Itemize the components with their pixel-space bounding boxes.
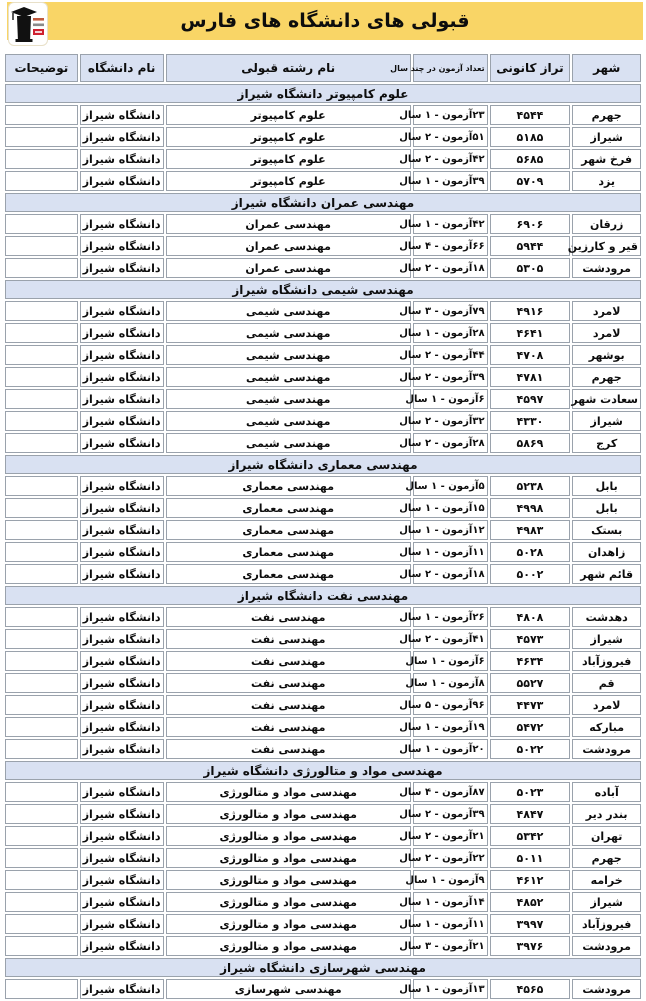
- cell-notes: [5, 520, 78, 540]
- cell-field: مهندسی عمران: [166, 214, 411, 234]
- cell-university: دانشگاه شیراز: [80, 149, 164, 169]
- cell-notes: [5, 301, 78, 321]
- cell-university: دانشگاه شیراز: [80, 258, 164, 278]
- cell-exams: ۲۰آزمون - ۱ سال: [413, 739, 488, 759]
- data-row: [5, 564, 641, 584]
- cell-field: مهندسی نفت: [166, 673, 411, 693]
- cell-city: قیر و کارزین: [572, 236, 641, 256]
- cell-field: مهندسی معماری: [166, 476, 411, 496]
- column-header-city: شهر: [572, 54, 641, 82]
- cell-city: خرامه: [572, 870, 641, 890]
- cell-score: ۵۰۲۸: [490, 542, 571, 562]
- cell-exams: ۶آزمون - ۱ سال: [413, 651, 488, 671]
- cell-exams: ۱۵آزمون - ۱ سال: [413, 498, 488, 518]
- title-banner: [7, 2, 643, 40]
- cell-field: مهندسی نفت: [166, 651, 411, 671]
- cell-university: دانشگاه شیراز: [80, 323, 164, 343]
- cell-city: لامرد: [572, 695, 641, 715]
- data-row: [5, 476, 641, 496]
- data-row: [5, 345, 641, 365]
- cell-field: مهندسی مواد و متالورژی: [166, 870, 411, 890]
- cell-university: دانشگاه شیراز: [80, 914, 164, 934]
- cell-exams: ۴۲آزمون - ۲ سال: [413, 149, 488, 169]
- cell-notes: [5, 542, 78, 562]
- cell-exams: ۸آزمون - ۱ سال: [413, 673, 488, 693]
- cell-university: دانشگاه شیراز: [80, 826, 164, 846]
- cell-score: ۴۹۱۶: [490, 301, 571, 321]
- cell-university: دانشگاه شیراز: [80, 804, 164, 824]
- cell-university: دانشگاه شیراز: [80, 892, 164, 912]
- cell-city: کرج: [572, 433, 641, 453]
- cell-exams: ۱۸آزمون - ۲ سال: [413, 564, 488, 584]
- cell-university: دانشگاه شیراز: [80, 389, 164, 409]
- section-header: مهندسی مواد و متالورژی دانشگاه شیراز: [5, 761, 641, 780]
- cell-notes: [5, 848, 78, 868]
- cell-city: دهدشت: [572, 607, 641, 627]
- cell-city: یزد: [572, 171, 641, 191]
- cell-university: دانشگاه شیراز: [80, 345, 164, 365]
- cell-notes: [5, 498, 78, 518]
- cell-field: مهندسی نفت: [166, 739, 411, 759]
- cell-field: مهندسی معماری: [166, 520, 411, 540]
- cell-university: دانشگاه شیراز: [80, 782, 164, 802]
- kanoon-logo: [9, 3, 47, 45]
- cell-city: بوشهر: [572, 345, 641, 365]
- cell-field: مهندسی نفت: [166, 607, 411, 627]
- cell-notes: [5, 476, 78, 496]
- cell-exams: ۴۱آزمون - ۲ سال: [413, 629, 488, 649]
- cell-university: دانشگاه شیراز: [80, 564, 164, 584]
- cell-score: ۵۸۶۹: [490, 433, 571, 453]
- cell-city: زاهدان: [572, 542, 641, 562]
- cell-field: مهندسی معماری: [166, 542, 411, 562]
- cell-university: دانشگاه شیراز: [80, 127, 164, 147]
- data-row: [5, 936, 641, 956]
- cell-city: زرقان: [572, 214, 641, 234]
- cell-university: دانشگاه شیراز: [80, 542, 164, 562]
- cell-university: دانشگاه شیراز: [80, 367, 164, 387]
- cell-score: ۵۲۳۸: [490, 476, 571, 496]
- column-header-university: نام دانشگاه: [80, 54, 164, 82]
- data-row: [5, 236, 641, 256]
- cell-university: دانشگاه شیراز: [80, 695, 164, 715]
- cell-score: ۴۵۷۳: [490, 629, 571, 649]
- cell-exams: ۲۱آزمون - ۳ سال: [413, 936, 488, 956]
- cell-exams: ۷۹آزمون - ۳ سال: [413, 301, 488, 321]
- cell-score: ۴۷۰۸: [490, 345, 571, 365]
- data-row: [5, 848, 641, 868]
- cell-notes: [5, 105, 78, 125]
- data-row: [5, 892, 641, 912]
- data-row: [5, 127, 641, 147]
- cell-score: ۵۰۰۲: [490, 564, 571, 584]
- cell-exams: ۵آزمون - ۱ سال: [413, 476, 488, 496]
- cell-score: ۵۰۲۲: [490, 739, 571, 759]
- cell-notes: [5, 258, 78, 278]
- cell-score: ۴۵۶۵: [490, 979, 571, 999]
- cell-city: بندر دیر: [572, 804, 641, 824]
- cell-notes: [5, 127, 78, 147]
- cell-score: ۴۳۳۰: [490, 411, 571, 431]
- admissions-table: [3, 52, 643, 1001]
- cell-university: دانشگاه شیراز: [80, 979, 164, 999]
- cell-notes: [5, 564, 78, 584]
- cell-score: ۵۳۰۵: [490, 258, 571, 278]
- cell-notes: [5, 214, 78, 234]
- cell-city: بابل: [572, 498, 641, 518]
- cell-exams: ۲۱آزمون - ۲ سال: [413, 826, 488, 846]
- cell-exams: ۲۲آزمون - ۲ سال: [413, 848, 488, 868]
- cell-exams: ۵۱آزمون - ۲ سال: [413, 127, 488, 147]
- cell-field: مهندسی مواد و متالورژی: [166, 892, 411, 912]
- cell-city: شیراز: [572, 892, 641, 912]
- section-header-row: [5, 761, 641, 780]
- section-header: مهندسی شهرسازی دانشگاه شیراز: [5, 958, 641, 977]
- cell-score: ۵۶۸۵: [490, 149, 571, 169]
- cell-field: علوم کامپیوتر: [166, 171, 411, 191]
- cell-exams: ۱۸آزمون - ۲ سال: [413, 258, 488, 278]
- cell-notes: [5, 651, 78, 671]
- graduate-icon: [9, 3, 47, 45]
- data-row: [5, 717, 641, 737]
- cell-field: مهندسی مواد و متالورژی: [166, 826, 411, 846]
- cell-city: مرودشت: [572, 936, 641, 956]
- cell-city: جهرم: [572, 105, 641, 125]
- cell-score: ۵۰۱۱: [490, 848, 571, 868]
- cell-city: مرودشت: [572, 258, 641, 278]
- cell-city: لامرد: [572, 323, 641, 343]
- cell-field: مهندسی عمران: [166, 236, 411, 256]
- cell-field: مهندسی شیمی: [166, 411, 411, 431]
- cell-notes: [5, 739, 78, 759]
- cell-score: ۳۹۹۷: [490, 914, 571, 934]
- cell-exams: ۲۸آزمون - ۲ سال: [413, 433, 488, 453]
- cell-notes: [5, 892, 78, 912]
- section-header: مهندسی شیمی دانشگاه شیراز: [5, 280, 641, 299]
- cell-exams: ۶آزمون - ۱ سال: [413, 389, 488, 409]
- cell-exams: ۱۲آزمون - ۱ سال: [413, 520, 488, 540]
- cell-exams: ۸۷آزمون - ۴ سال: [413, 782, 488, 802]
- cell-city: قم: [572, 673, 641, 693]
- cell-field: مهندسی معماری: [166, 498, 411, 518]
- cell-score: ۵۴۷۲: [490, 717, 571, 737]
- cell-notes: [5, 389, 78, 409]
- cell-exams: ۳۲آزمون - ۲ سال: [413, 411, 488, 431]
- cell-score: ۴۶۱۲: [490, 870, 571, 890]
- data-row: [5, 607, 641, 627]
- data-row: [5, 870, 641, 890]
- cell-field: مهندسی نفت: [166, 695, 411, 715]
- cell-score: ۴۸۴۷: [490, 804, 571, 824]
- cell-field: مهندسی شیمی: [166, 323, 411, 343]
- data-row: [5, 520, 641, 540]
- cell-city: جهرم: [572, 367, 641, 387]
- data-row: [5, 367, 641, 387]
- data-row: [5, 214, 641, 234]
- cell-university: دانشگاه شیراز: [80, 629, 164, 649]
- cell-exams: ۲۶آزمون - ۱ سال: [413, 607, 488, 627]
- cell-university: دانشگاه شیراز: [80, 105, 164, 125]
- data-row: [5, 826, 641, 846]
- cell-score: ۵۰۲۳: [490, 782, 571, 802]
- cell-field: علوم کامپیوتر: [166, 149, 411, 169]
- data-row: [5, 433, 641, 453]
- cell-city: شیراز: [572, 411, 641, 431]
- cell-score: ۴۴۷۳: [490, 695, 571, 715]
- cell-city: قائم شهر: [572, 564, 641, 584]
- cell-field: مهندسی معماری: [166, 564, 411, 584]
- cell-notes: [5, 345, 78, 365]
- cell-exams: ۹۶آزمون - ۵ سال: [413, 695, 488, 715]
- column-header-score: تراز کانونی: [490, 54, 571, 82]
- page-title: قبولی های دانشگاه های فارس: [180, 10, 470, 32]
- cell-university: دانشگاه شیراز: [80, 171, 164, 191]
- cell-notes: [5, 936, 78, 956]
- column-header-field: نام رشته قبولی: [166, 54, 411, 82]
- cell-exams: ۱۱آزمون - ۱ سال: [413, 914, 488, 934]
- cell-notes: [5, 236, 78, 256]
- data-row: [5, 301, 641, 321]
- cell-notes: [5, 607, 78, 627]
- cell-notes: [5, 914, 78, 934]
- data-row: [5, 914, 641, 934]
- cell-exams: ۱۱آزمون - ۱ سال: [413, 542, 488, 562]
- data-row: [5, 739, 641, 759]
- cell-notes: [5, 411, 78, 431]
- section-header: مهندسی معماری دانشگاه شیراز: [5, 455, 641, 474]
- cell-field: مهندسی نفت: [166, 717, 411, 737]
- data-row: [5, 782, 641, 802]
- cell-city: بستک: [572, 520, 641, 540]
- cell-score: ۴۹۹۸: [490, 498, 571, 518]
- section-header: مهندسی نفت دانشگاه شیراز: [5, 586, 641, 605]
- cell-score: ۴۵۹۷: [490, 389, 571, 409]
- cell-notes: [5, 979, 78, 999]
- data-row: [5, 651, 641, 671]
- cell-university: دانشگاه شیراز: [80, 607, 164, 627]
- data-row: [5, 411, 641, 431]
- cell-university: دانشگاه شیراز: [80, 739, 164, 759]
- data-row: [5, 629, 641, 649]
- cell-score: ۵۳۴۲: [490, 826, 571, 846]
- cell-notes: [5, 367, 78, 387]
- cell-exams: ۴۲آزمون - ۱ سال: [413, 214, 488, 234]
- data-row: [5, 149, 641, 169]
- cell-university: دانشگاه شیراز: [80, 214, 164, 234]
- cell-notes: [5, 804, 78, 824]
- cell-field: مهندسی مواد و متالورژی: [166, 936, 411, 956]
- cell-city: فرخ شهر: [572, 149, 641, 169]
- cell-field: مهندسی شیمی: [166, 345, 411, 365]
- cell-score: ۳۹۷۶: [490, 936, 571, 956]
- cell-exams: ۲۳آزمون - ۱ سال: [413, 105, 488, 125]
- cell-field: علوم کامپیوتر: [166, 105, 411, 125]
- section-header-row: [5, 193, 641, 212]
- cell-field: مهندسی شیمی: [166, 367, 411, 387]
- data-row: [5, 979, 641, 999]
- cell-university: دانشگاه شیراز: [80, 717, 164, 737]
- cell-exams: ۹آزمون - ۱ سال: [413, 870, 488, 890]
- cell-score: ۴۵۴۴: [490, 105, 571, 125]
- cell-exams: ۴۴آزمون - ۲ سال: [413, 345, 488, 365]
- section-header-row: [5, 455, 641, 474]
- cell-field: مهندسی شیمی: [166, 433, 411, 453]
- cell-score: ۶۹۰۶: [490, 214, 571, 234]
- cell-city: مرودشت: [572, 979, 641, 999]
- cell-city: مبارکه: [572, 717, 641, 737]
- cell-city: جهرم: [572, 848, 641, 868]
- cell-exams: ۱۴آزمون - ۱ سال: [413, 892, 488, 912]
- cell-city: تهران: [572, 826, 641, 846]
- cell-score: ۵۵۲۷: [490, 673, 571, 693]
- cell-score: ۴۶۴۱: [490, 323, 571, 343]
- cell-exams: ۲۸آزمون - ۱ سال: [413, 323, 488, 343]
- cell-university: دانشگاه شیراز: [80, 411, 164, 431]
- data-row: [5, 171, 641, 191]
- cell-score: ۴۶۳۴: [490, 651, 571, 671]
- cell-university: دانشگاه شیراز: [80, 433, 164, 453]
- cell-field: مهندسی مواد و متالورژی: [166, 848, 411, 868]
- cell-notes: [5, 149, 78, 169]
- cell-city: بابل: [572, 476, 641, 496]
- cell-city: سعادت شهر: [572, 389, 641, 409]
- cell-university: دانشگاه شیراز: [80, 848, 164, 868]
- cell-university: دانشگاه شیراز: [80, 520, 164, 540]
- cell-field: مهندسی شهرسازی: [166, 979, 411, 999]
- cell-score: ۵۱۸۵: [490, 127, 571, 147]
- cell-city: شیراز: [572, 127, 641, 147]
- cell-city: مرودشت: [572, 739, 641, 759]
- section-header-row: [5, 586, 641, 605]
- cell-notes: [5, 629, 78, 649]
- cell-city: آباده: [572, 782, 641, 802]
- cell-field: مهندسی نفت: [166, 629, 411, 649]
- cell-exams: ۱۳آزمون - ۱ سال: [413, 979, 488, 999]
- cell-score: ۴۷۸۱: [490, 367, 571, 387]
- cell-city: لامرد: [572, 301, 641, 321]
- cell-exams: ۱۹آزمون - ۱ سال: [413, 717, 488, 737]
- cell-exams: ۳۹آزمون - ۲ سال: [413, 367, 488, 387]
- section-header: علوم کامپیوتر دانشگاه شیراز: [5, 84, 641, 103]
- cell-notes: [5, 782, 78, 802]
- cell-university: دانشگاه شیراز: [80, 476, 164, 496]
- cell-score: ۴۹۸۳: [490, 520, 571, 540]
- section-header-row: [5, 958, 641, 977]
- cell-university: دانشگاه شیراز: [80, 936, 164, 956]
- data-row: [5, 542, 641, 562]
- cell-score: ۵۷۰۹: [490, 171, 571, 191]
- cell-exams: ۶۶آزمون - ۴ سال: [413, 236, 488, 256]
- cell-notes: [5, 826, 78, 846]
- data-row: [5, 105, 641, 125]
- cell-notes: [5, 870, 78, 890]
- data-row: [5, 258, 641, 278]
- cell-university: دانشگاه شیراز: [80, 301, 164, 321]
- cell-exams: ۳۹آزمون - ۲ سال: [413, 804, 488, 824]
- data-row: [5, 389, 641, 409]
- column-header-exams: تعداد آزمون در چند سال: [413, 54, 488, 82]
- cell-score: ۴۸۵۲: [490, 892, 571, 912]
- cell-exams: ۳۹آزمون - ۱ سال: [413, 171, 488, 191]
- cell-university: دانشگاه شیراز: [80, 651, 164, 671]
- cell-field: مهندسی شیمی: [166, 301, 411, 321]
- data-row: [5, 804, 641, 824]
- cell-university: دانشگاه شیراز: [80, 673, 164, 693]
- cell-notes: [5, 323, 78, 343]
- cell-city: فیروزآباد: [572, 651, 641, 671]
- data-row: [5, 498, 641, 518]
- cell-score: ۴۸۰۸: [490, 607, 571, 627]
- section-header-row: [5, 84, 641, 103]
- cell-field: مهندسی مواد و متالورژی: [166, 804, 411, 824]
- data-row: [5, 673, 641, 693]
- table-body: [5, 84, 641, 999]
- section-header-row: [5, 280, 641, 299]
- column-header-row: [5, 54, 641, 82]
- cell-university: دانشگاه شیراز: [80, 870, 164, 890]
- cell-field: مهندسی شیمی: [166, 389, 411, 409]
- cell-notes: [5, 433, 78, 453]
- cell-field: علوم کامپیوتر: [166, 127, 411, 147]
- cell-notes: [5, 717, 78, 737]
- cell-notes: [5, 673, 78, 693]
- column-header-notes: توضیحات: [5, 54, 78, 82]
- cell-field: مهندسی عمران: [166, 258, 411, 278]
- cell-score: ۵۹۴۴: [490, 236, 571, 256]
- data-row: [5, 695, 641, 715]
- section-header: مهندسی عمران دانشگاه شیراز: [5, 193, 641, 212]
- cell-field: مهندسی مواد و متالورژی: [166, 782, 411, 802]
- cell-field: مهندسی مواد و متالورژی: [166, 914, 411, 934]
- cell-university: دانشگاه شیراز: [80, 498, 164, 518]
- cell-university: دانشگاه شیراز: [80, 236, 164, 256]
- cell-notes: [5, 695, 78, 715]
- cell-city: فیروزآباد: [572, 914, 641, 934]
- cell-city: شیراز: [572, 629, 641, 649]
- cell-notes: [5, 171, 78, 191]
- data-row: [5, 323, 641, 343]
